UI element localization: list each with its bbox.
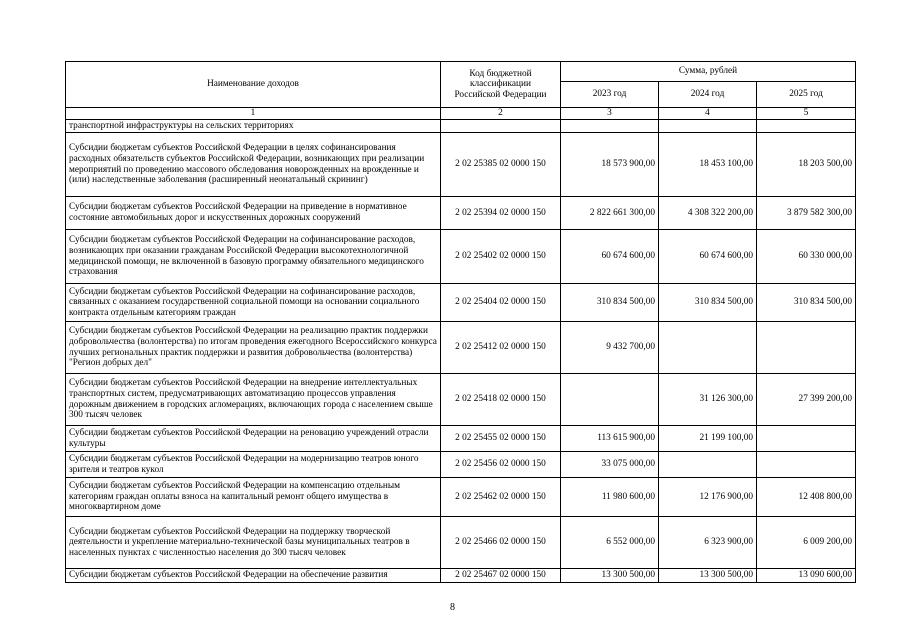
- row-name: Субсидии бюджетам субъектов Российской Федерации на реализацию практик поддержки добровольчества (волонтерства) по итогам проведения ежегодного Всероссийского конкурса лучших региональных практик поддержки и развития добровольчества (волонтерства) "Регион добрых дел": [66, 322, 441, 374]
- row-2024: 18 453 100,00: [659, 133, 757, 197]
- row-2025: 12 408 800,00: [757, 478, 856, 517]
- index-cell: 1: [66, 108, 441, 120]
- index-cell: 3: [561, 108, 659, 120]
- row-2025: 6 009 200,00: [757, 517, 856, 569]
- row-2025: 27 399 200,00: [757, 374, 856, 426]
- row-name: Субсидии бюджетам субъектов Российской Федерации на поддержку творческой деятельности и укрепление материально-технической базы муниципальных театров в населенных пунктах с численностью населения до 300 тысяч человек: [66, 517, 441, 569]
- row-2025: 3 879 582 300,00: [757, 197, 856, 230]
- row-code: 2 02 25418 02 0000 150: [441, 374, 561, 426]
- row-name: Субсидии бюджетам субъектов Российской Федерации на реновацию учреждений отрасли культуры: [66, 426, 441, 452]
- row-name: Субсидии бюджетам субъектов Российской Федерации на модернизацию театров юного зрителя и театров кукол: [66, 452, 441, 478]
- row-2024: [659, 120, 757, 133]
- header-year-2024: 2024 год: [659, 82, 757, 108]
- table-row: [66, 197, 856, 230]
- row-code: 2 02 25462 02 0000 150: [441, 478, 561, 517]
- row-2024: [659, 322, 757, 374]
- row-2023: 11 980 600,00: [561, 478, 659, 517]
- row-2024: 12 176 900,00: [659, 478, 757, 517]
- row-code: 2 02 25456 02 0000 150: [441, 452, 561, 478]
- row-name: Субсидии бюджетам субъектов Российской Федерации на приведение в нормативное состояние автомобильных дорог и искусственных дорожных сооружений: [66, 197, 441, 230]
- row-2025: [757, 426, 856, 452]
- row-2023: 18 573 900,00: [561, 133, 659, 197]
- row-2024: 4 308 322 200,00: [659, 197, 757, 230]
- row-2023: 310 834 500,00: [561, 284, 659, 322]
- table-row: [66, 120, 856, 133]
- row-2025: [757, 322, 856, 374]
- row-2025: 310 834 500,00: [757, 284, 856, 322]
- row-2023: 113 615 900,00: [561, 426, 659, 452]
- table-row: [66, 284, 856, 322]
- row-2023: [561, 120, 659, 133]
- row-2023: 60 674 600,00: [561, 230, 659, 284]
- index-cell: 5: [757, 108, 856, 120]
- table-row: [66, 133, 856, 197]
- row-2024: [659, 452, 757, 478]
- row-code: 2 02 25402 02 0000 150: [441, 230, 561, 284]
- row-name: Субсидии бюджетам субъектов Российской Федерации на софинансирование расходов, связанных с оказанием государственной социальной помощи на основании социального контракта отдельным категориям граждан: [66, 284, 441, 322]
- row-code: 2 02 25455 02 0000 150: [441, 426, 561, 452]
- row-2024: 310 834 500,00: [659, 284, 757, 322]
- header-year-2023: 2023 год: [561, 82, 659, 108]
- row-code: 2 02 25467 02 0000 150: [441, 569, 561, 583]
- row-2024: 13 300 500,00: [659, 569, 757, 583]
- row-2023: 2 822 661 300,00: [561, 197, 659, 230]
- row-code: 2 02 25404 02 0000 150: [441, 284, 561, 322]
- row-code: 2 02 25385 02 0000 150: [441, 133, 561, 197]
- header-code: Код бюджетной классификации Российской Федерации: [441, 62, 561, 108]
- row-name: транспортной инфраструктуры на сельских территориях: [66, 120, 441, 133]
- row-name: Субсидии бюджетам субъектов Российской Федерации в целях софинансирования расходных обязательств субъектов Российской Федерации, возникающих при реализации мероприятий по проведению массового обследования новорожденных на врожденные и (или) наследственные заболевания (расширенный неонатальный скрининг): [66, 133, 441, 197]
- index-cell: 2: [441, 108, 561, 120]
- table-row: [66, 322, 856, 374]
- row-2023: 9 432 700,00: [561, 322, 659, 374]
- revenue-table: [65, 61, 856, 583]
- header-name: Наименование доходов: [66, 62, 441, 108]
- row-2023: 13 300 500,00: [561, 569, 659, 583]
- row-code: 2 02 25394 02 0000 150: [441, 197, 561, 230]
- header-sum: Сумма, рублей: [561, 62, 856, 82]
- row-2025: [757, 452, 856, 478]
- row-2024: 60 674 600,00: [659, 230, 757, 284]
- table-row: [66, 230, 856, 284]
- index-cell: 4: [659, 108, 757, 120]
- row-code: 2 02 25466 02 0000 150: [441, 517, 561, 569]
- row-2025: 13 090 600,00: [757, 569, 856, 583]
- page-number: 8: [450, 602, 455, 613]
- row-2025: [757, 120, 856, 133]
- row-2024: 31 126 300,00: [659, 374, 757, 426]
- row-name: Субсидии бюджетам субъектов Российской Федерации на компенсацию отдельным категориям граждан оплаты взноса на капитальный ремонт общего имущества в многоквартирном доме: [66, 478, 441, 517]
- row-code: [441, 120, 561, 133]
- table-row: [66, 374, 856, 426]
- table-row: [66, 426, 856, 452]
- row-2024: 21 199 100,00: [659, 426, 757, 452]
- index-row: [66, 108, 856, 120]
- row-2023: [561, 374, 659, 426]
- row-name: Субсидии бюджетам субъектов Российской Федерации на внедрение интеллектуальных транспортных систем, предусматривающих автоматизацию процессов управления дорожным движением в городских агломерациях, включающих города с населением свыше 300 тысяч человек: [66, 374, 441, 426]
- row-code: 2 02 25412 02 0000 150: [441, 322, 561, 374]
- row-name: Субсидии бюджетам субъектов Российской Федерации на софинансирование расходов, возникающих при оказании гражданам Российской Федерации высокотехнологичной медицинской помощи, не включенной в базовую программу обязательного медицинского страхования: [66, 230, 441, 284]
- table-row: [66, 478, 856, 517]
- row-2025: 60 330 000,00: [757, 230, 856, 284]
- table-row: [66, 452, 856, 478]
- header-year-2025: 2025 год: [757, 82, 856, 108]
- table-row: [66, 569, 856, 583]
- row-name: Субсидии бюджетам субъектов Российской Федерации на обеспечение развития: [66, 569, 441, 583]
- row-2024: 6 323 900,00: [659, 517, 757, 569]
- row-2023: 6 552 000,00: [561, 517, 659, 569]
- row-2023: 33 075 000,00: [561, 452, 659, 478]
- table-row: [66, 517, 856, 569]
- row-2025: 18 203 500,00: [757, 133, 856, 197]
